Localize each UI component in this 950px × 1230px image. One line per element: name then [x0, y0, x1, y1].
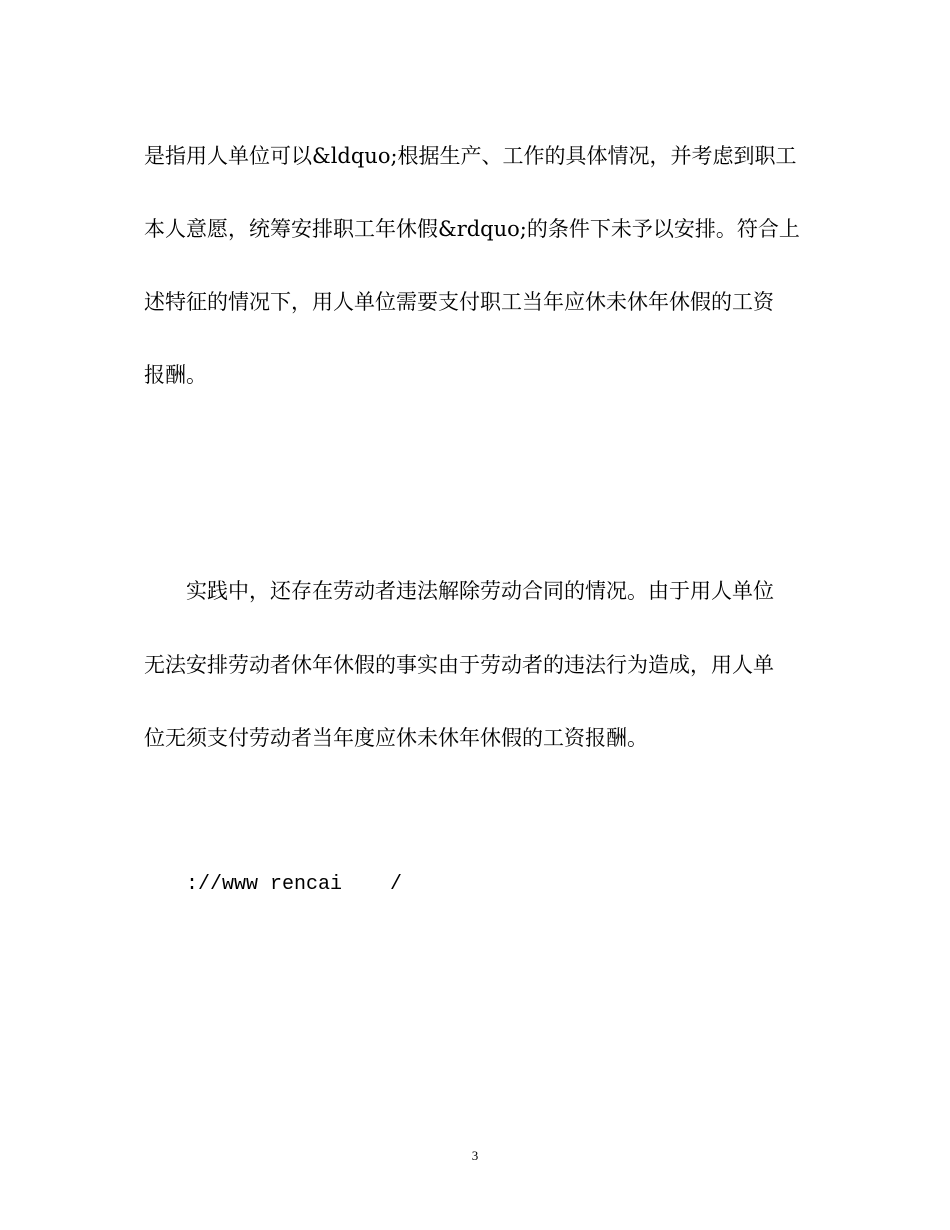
paragraph-1-line-4: 报酬。 — [144, 363, 207, 387]
paragraph-1-line-1: 是指用人单位可以&ldquo;根据生产、工作的具体情况，并考虑到职工 — [144, 144, 797, 168]
paragraph-2-line-3: 位无须支付劳动者当年度应休未休年休假的工资报酬。 — [144, 726, 648, 750]
paragraph-2-line-1: 实践中，还存在劳动者违法解除劳动合同的情况。由于用人单位 — [186, 579, 774, 603]
paragraph-1-line-2: 本人意愿，统筹安排职工年休假&rdquo;的条件下未予以安排。符合上 — [144, 217, 800, 241]
paragraph-2-line-2: 无法安排劳动者休年休假的事实由于劳动者的违法行为造成，用人单 — [144, 653, 774, 677]
paragraph-1-line-3: 述特征的情况下，用人单位需要支付职工当年应休未休年休假的工资 — [144, 290, 774, 314]
url-text: ://www rencai / — [186, 873, 403, 896]
page-number: 3 — [471, 1148, 479, 1163]
